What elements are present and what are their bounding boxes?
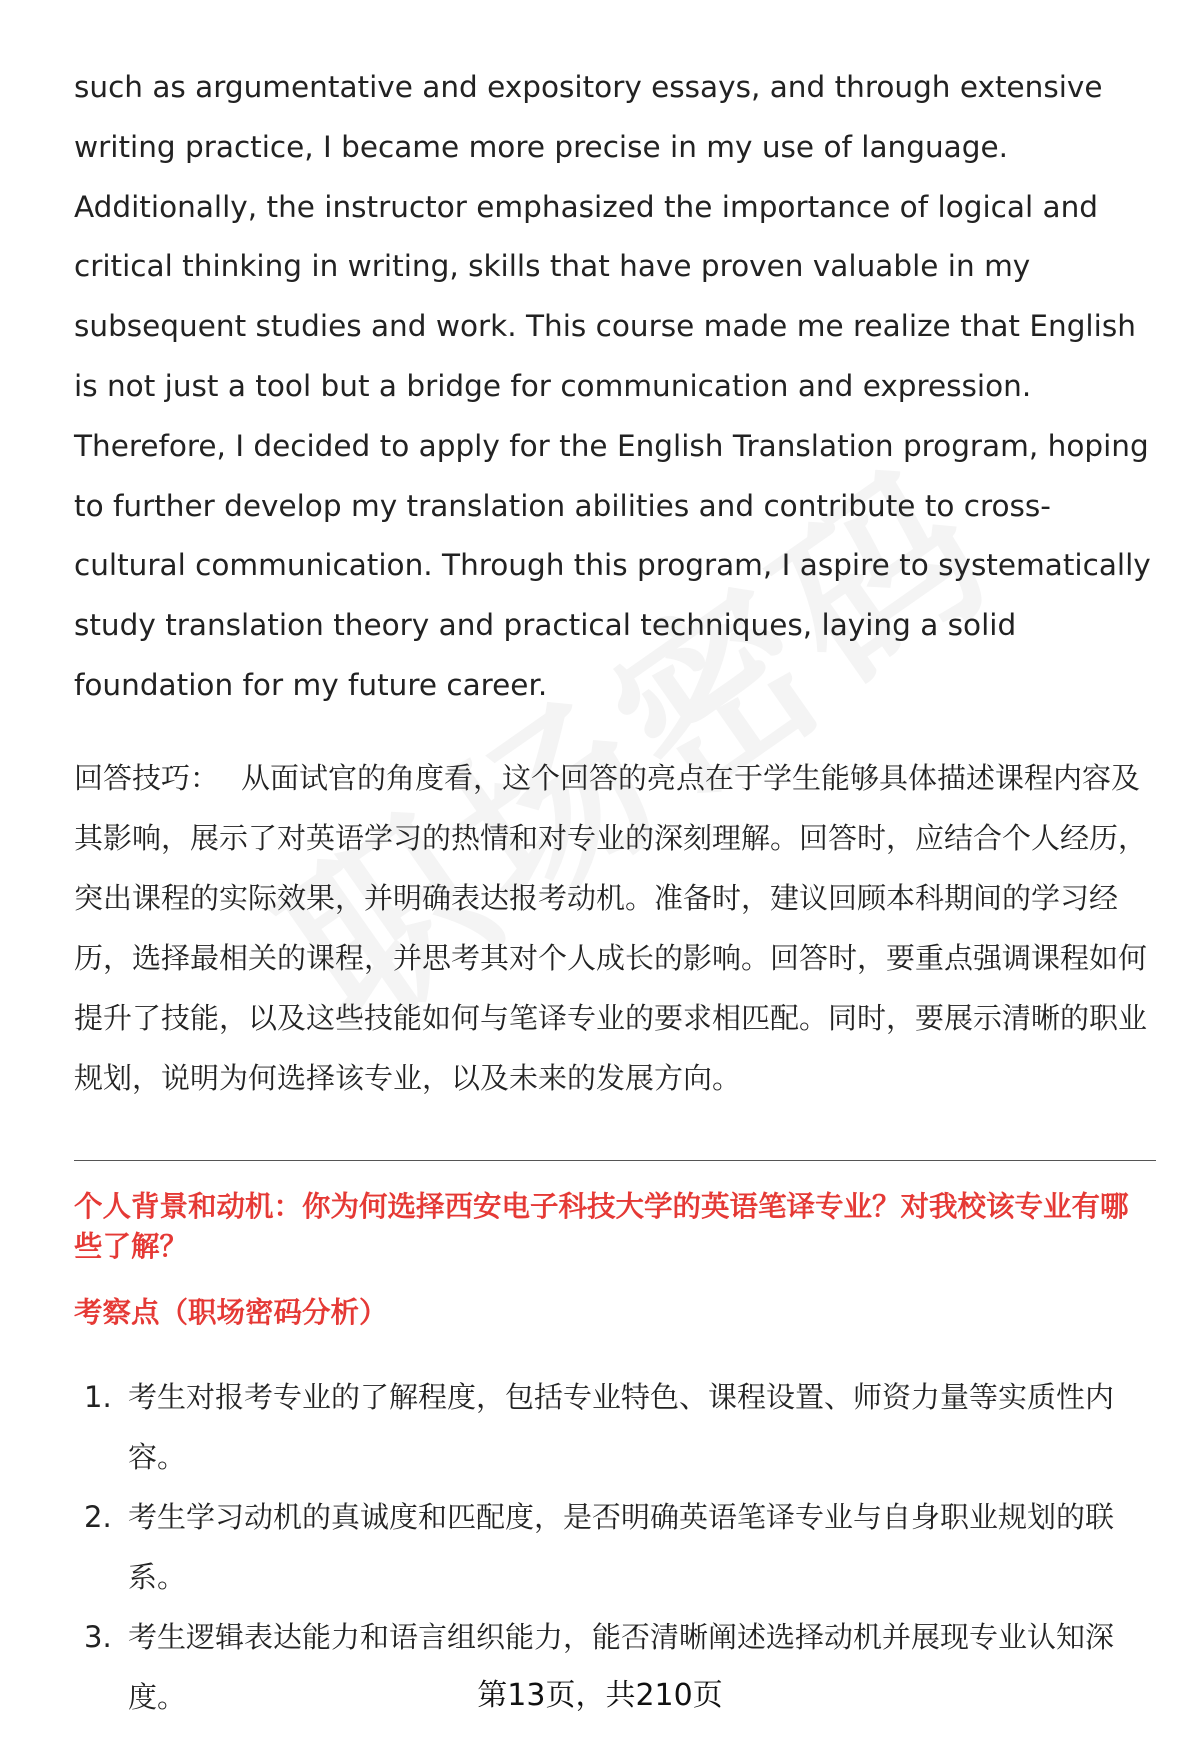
list-item-number: 2.: [84, 1499, 112, 1534]
list-item: [74, 1487, 1156, 1607]
list-item-number: 1.: [84, 1379, 112, 1414]
body-paragraph: such as argumentative and expository essays, and through extensive writing practice, I became more precise in my use of language. Additionally, the instructor emphasized the importance of logical and critical thinking in writing, skills that have proven valuable in my subsequent studies and work. This course made me realize that English is not just a tool but a bridge for communication and expression. Therefore, I decided to apply for the English Translation program, hoping to further develop my translation abilities and contribute to cross-cultural communication. Through this program, I aspire to systematically study translation theory and practical techniques, laying a solid foundation for my future career.: [74, 70, 1151, 702]
question-heading: 个人背景和动机：你为何选择西安电子科技大学的英语笔译专业？对我校该专业有哪些了解？: [74, 1189, 1129, 1263]
list-item: [74, 1367, 1156, 1487]
list-item-number: 3.: [84, 1619, 112, 1654]
answer-tip-text: 从面试官的角度看，这个回答的亮点在于学生能够具体描述课程内容及其影响，展示了对英语学习的热情和对专业的深刻理解。回答时，应结合个人经历，突出课程的实际效果，并明确表达报考动机。准备时，建议回顾本科期间的学习经历，选择最相关的课程，并思考其对个人成长的影响。回答时，要重点强调课程如何提升了技能，以及这些技能如何与笔译专业的要求相匹配。同时，要展示清晰的职业规划，说明为何选择该专业，以及未来的发展方向。: [74, 760, 1148, 1095]
list-item-text: 考生学习动机的真诚度和匹配度，是否明确英语笔译专业与自身职业规划的联系。: [128, 1499, 1115, 1594]
list-item-text: 考生对报考专业的了解程度，包括专业特色、课程设置、师资力量等实质性内容。: [128, 1379, 1115, 1474]
section-divider: [74, 1160, 1156, 1161]
analysis-points-list: [74, 1367, 1156, 1727]
answer-tip: [74, 748, 1156, 1108]
page-content: [74, 58, 1156, 1727]
page-number-footer: 第13页，共210页: [477, 1678, 723, 1713]
list-item-text: 考生逻辑表达能力和语言组织能力，能否清晰阐述选择动机并展现专业认知深度。: [128, 1619, 1115, 1714]
analysis-heading: 考察点（职场密码分析）: [74, 1295, 388, 1329]
answer-tip-label: 回答技巧：: [74, 760, 220, 795]
